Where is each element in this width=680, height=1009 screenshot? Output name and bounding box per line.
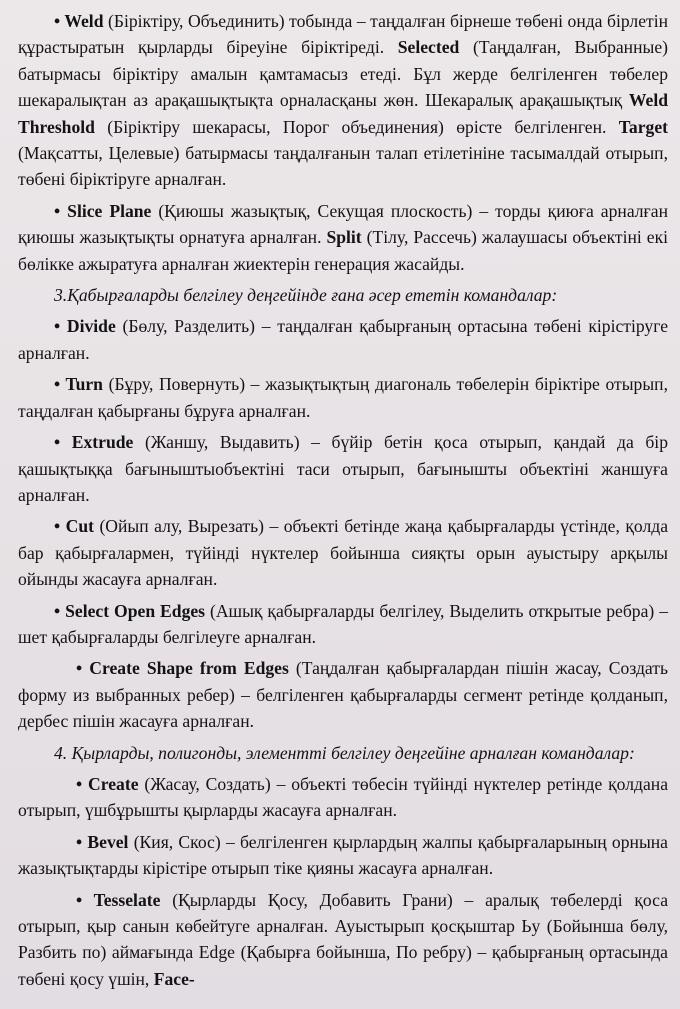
text-run: (Ойып алу, Вырезать) – объекті бетінде жаңа қабырғаларды үстінде, қолда бар қабырғалармен, түйінді нүктелер бойынша сияқты орын ауыстыру арқылы ойынды жасауға арналған. bbox=[18, 516, 668, 590]
text-run: (Біріктіру шекарасы, Порог объединения) өрісте белгіленген. bbox=[94, 116, 619, 137]
text-run: 3.Қабырғаларды белгілеу деңгейінде ғана әсер ететін командалар: bbox=[54, 285, 558, 306]
text-run: (Таңдалған қабырғалардан пішін жасау, Создать форму из выбранных ребер) – белгіленген қабырғаларды сегмент ретінде қолданып, дербес пішін жасауға арналған. bbox=[18, 658, 668, 732]
text-run: (Жаншу, Выдавить) – бүйір бетін қоса отырып, қандай да бір қашықтыққа бағыныштыобъектіні таси отырып, бағынышты объектіні жаншуға арналған. bbox=[18, 432, 668, 505]
bullet-paragraph bbox=[18, 655, 668, 734]
bullet-icon: • bbox=[54, 200, 68, 221]
bullet-icon: • bbox=[76, 831, 88, 852]
text-run: (Жасау, Создать) – объекті төбесін түйінді нүктелер ретінде қолдана отырып, үшбұрышты қырларды жасауға арналған. bbox=[18, 773, 669, 821]
text-run: (Қырларды Қосу, Добавить Грани) – аралық төбелерді қоса отырып, қыр санын көбейтуге арналған. Ауыстырып қосқыштар Ьу (Бойынша бөлу, Разбить по) аймағында Edge (Қабырға бойынша, По ребру) – қабырғаның ортасында төбені қосу үшін, bbox=[18, 889, 668, 989]
text-run: (Бөлу, Разделить) – таңдалған қабырғаның ортасына төбені кірістіруге арналған. bbox=[18, 316, 668, 363]
term-bold: Target bbox=[618, 116, 668, 137]
term-bold: Selected bbox=[397, 37, 460, 58]
term-bold: Create Shape from Edges bbox=[89, 658, 289, 679]
bullet-paragraph bbox=[18, 429, 668, 508]
bullet-paragraph bbox=[18, 198, 668, 277]
term-bold: Slice Plane bbox=[67, 200, 152, 221]
text-run: (Таңдалған, Выбранные) батырмасы біріктіру амалын қамтамасыз етеді. Бұл жерде белгіленген төбелер шекаралықтан аз арақашықтықта орналасқаны жөн. Шекаралық арақашықтық bbox=[18, 37, 668, 111]
term-bold: Bevel bbox=[87, 831, 129, 852]
term-bold: Weld Threshold bbox=[18, 90, 668, 137]
term-bold: Face- bbox=[153, 968, 195, 989]
text-run: (Біріктіру, Объединить) тобында – таңдалған бірнеше төбені онда бірлетін құрастыратын қырларды біреуіне біріктіреді. bbox=[18, 11, 668, 58]
bullet-paragraph bbox=[18, 598, 668, 651]
text-run: (Бұру, Повернуть) – жазықтықтың диагональ төбелерін біріктіре отырып, таңдалған қабырғаны бұруға арналған. bbox=[18, 374, 668, 421]
bullet-icon: • bbox=[76, 889, 94, 910]
bullet-paragraph bbox=[18, 887, 668, 993]
term-bold: Split bbox=[326, 227, 362, 248]
text-run: (Қиюшы жазықтық, Секущая плоскость) – торды қиюға арналған қиюшы жазықтықты орнатуға арналған. bbox=[18, 200, 669, 248]
term-bold: Create bbox=[88, 773, 139, 794]
text-run: (Ашық қабырғаларды белгілеу, Выделить открытые ребра) – шет қабырғаларды белгілеуге арналған. bbox=[18, 600, 669, 647]
text-run: (Тілу, Рассечь) жалаушасы объектіні екі бөлікке ажыратуға арналған жиектерін генерация жасайды. bbox=[18, 227, 669, 274]
bullet-paragraph bbox=[18, 313, 668, 366]
bullet-paragraph bbox=[18, 513, 668, 592]
bullet-icon: • bbox=[76, 658, 90, 679]
text-run: 4. Қырларды, полигонды, элементті белгілеу деңгейіне арналған командалар: bbox=[54, 742, 635, 763]
term-bold: Select Open Edges bbox=[65, 600, 206, 621]
bullet-icon: • bbox=[54, 516, 66, 537]
bullet-paragraph bbox=[18, 8, 668, 193]
text-run: (Кия, Скос) – белгіленген қырлардың жалпы қабырғаларының орнына жазықтықтарды кірістіре отырып тіке қияны жасауға арналған. bbox=[18, 831, 668, 879]
bullet-icon: • bbox=[54, 316, 67, 337]
term-bold: Extrude bbox=[71, 432, 134, 453]
bullet-icon: • bbox=[54, 374, 66, 395]
bullet-icon: • bbox=[54, 432, 72, 453]
bullet-icon: • bbox=[54, 600, 66, 621]
text-run: (Мақсатты, Целевые) батырмасы таңдалғанын талап етілетініне тасымалдай отырып, төбені біріктіруге арналған. bbox=[18, 143, 668, 190]
section-heading bbox=[18, 740, 668, 766]
bullet-paragraph bbox=[18, 829, 668, 882]
term-bold: Divide bbox=[66, 316, 116, 337]
section-heading bbox=[18, 282, 668, 308]
term-bold: Weld bbox=[64, 11, 104, 31]
bullet-icon: • bbox=[54, 11, 65, 31]
term-bold: Tesselate bbox=[93, 889, 161, 910]
bullet-paragraph bbox=[18, 771, 668, 824]
bullet-icon: • bbox=[76, 773, 89, 794]
bullet-paragraph bbox=[18, 371, 668, 424]
term-bold: Cut bbox=[65, 516, 94, 537]
term-bold: Turn bbox=[65, 374, 103, 395]
